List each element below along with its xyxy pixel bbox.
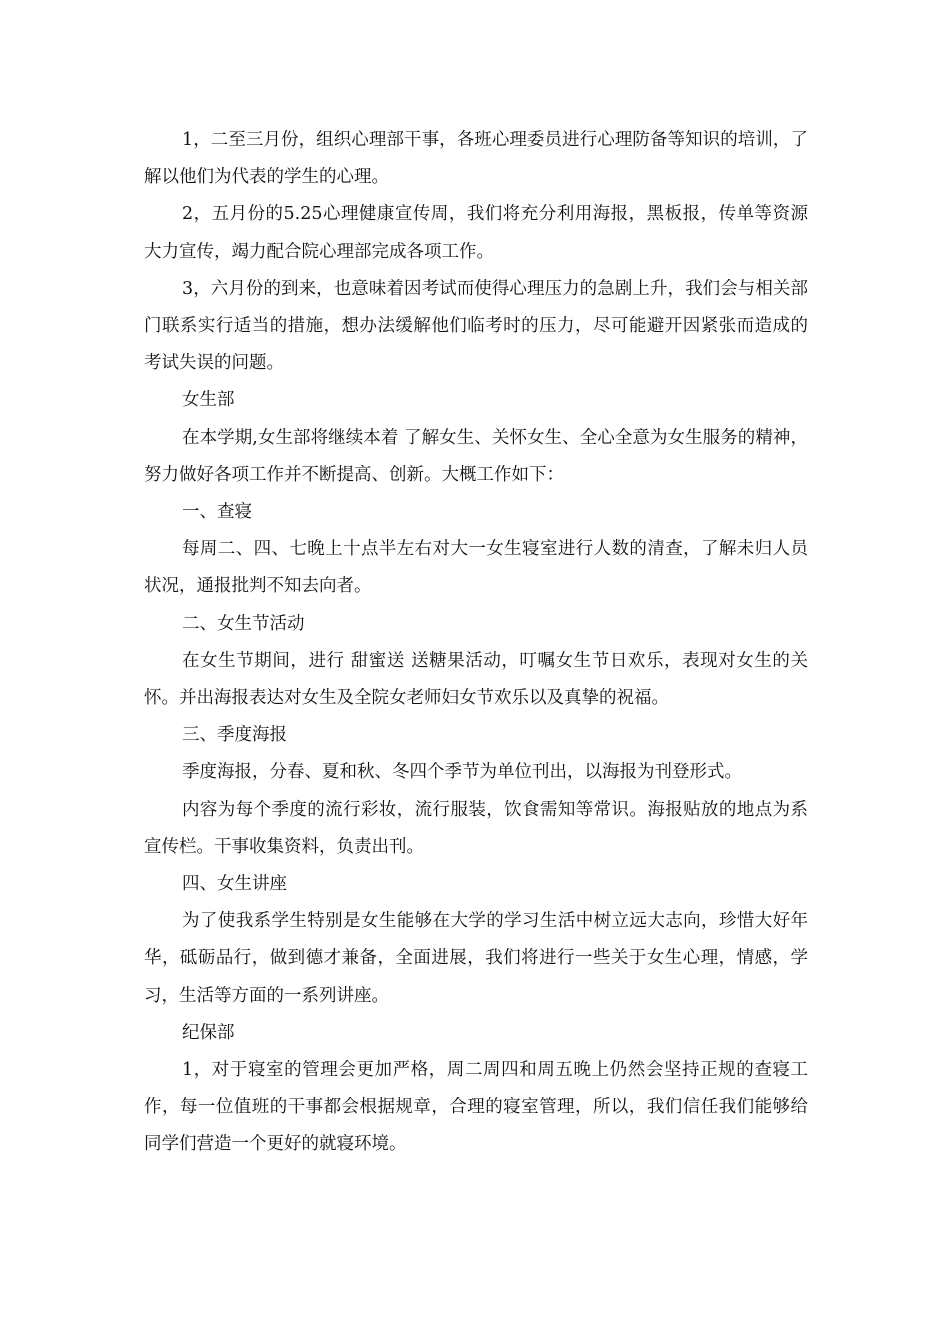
paragraph-seasonal-poster-2: 内容为每个季度的流行彩妆，流行服装，饮食需知等常识。海报贴放的地点为系宣传栏。干事收集资料，负责出刊。 [144,799,808,857]
subheading-dorm-check: 一、查寝 [182,502,252,523]
document-body [144,122,808,1164]
subheading-girls-day: 二、女生节活动 [182,613,305,634]
section-heading-discipline-dept: 纪保部 [182,1022,235,1043]
paragraph-discipline-1: 1，对于寝室的管理会更加严格，周二周四和周五晚上仍然会坚持正规的查寝工作，每一位值班的干事都会根据规章，合理的寝室管理，所以，我们信任我们能够给同学们营造一个更好的就寝环境。 [144,1060,808,1155]
section-heading-girls-dept: 女生部 [182,390,235,411]
paragraph-psych-1: 1，二至三月份，组织心理部干事，各班心理委员进行心理防备等知识的培训，了解以他们为代表的学生的心理。 [144,130,808,188]
paragraph-psych-2: 2，五月份的5.25心理健康宣传周，我们将充分利用海报，黑板报，传单等资源大力宣传，竭力配合院心理部完成各项工作。 [144,204,808,262]
paragraph-girls-lecture: 为了使我系学生特别是女生能够在大学的学习生活中树立远大志向，珍惜大好年华，砥砺品行，做到德才兼备，全面进展，我们将进行一些关于女生心理，情感，学习，生活等方面的一系列讲座。 [144,911,808,1006]
paragraph-girls-day: 在女生节期间，进行 甜蜜送 送糖果活动，叮嘱女生节日欢乐，表现对女生的关怀。并出海报表达对女生及全院女老师妇女节欢乐以及真挚的祝福。 [144,650,808,709]
paragraph-seasonal-poster-1: 季度海报，分春、夏和秋、冬四个季节为单位刊出，以海报为刊登形式。 [182,762,742,783]
subheading-seasonal-poster: 三、季度海报 [182,725,287,746]
paragraph-psych-3: 3，六月份的到来，也意味着因考试而使得心理压力的急剧上升，我们会与相关部门联系实行适当的措施，想办法缓解他们临考时的压力，尽可能避开因紧张而造成的考试失误的问题。 [144,278,808,374]
paragraph-dorm-check: 每周二、四、七晚上十点半左右对大一女生寝室进行人数的清查，了解未归人员状况，通报批判不知去向者。 [144,539,808,597]
paragraph-girls-intro: 在本学期,女生部将继续本着 了解女生、关怀女生、全心全意为女生服务的精神，努力做好各项工作并不断提高、创新。大概工作如下： [144,427,808,485]
subheading-girls-lecture: 四、女生讲座 [182,874,287,895]
